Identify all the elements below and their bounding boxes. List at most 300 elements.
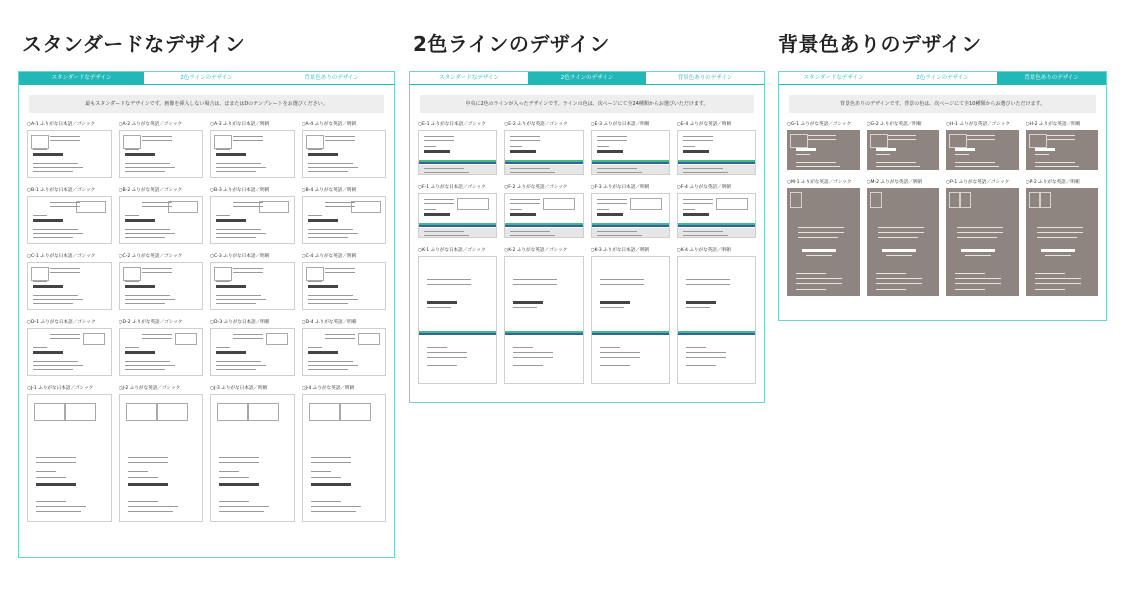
template-label[interactable]: ○E-1 ふりがな日本語／ゴシック [418,122,486,127]
text-line [513,347,533,348]
text-line [424,150,450,153]
tab-two-line[interactable]: 2色ラインのデザイン [144,72,269,85]
business-card-preview[interactable] [27,394,112,522]
text-line [36,477,66,478]
business-card-preview[interactable] [302,130,387,178]
business-card-preview[interactable] [302,196,387,244]
business-card-preview[interactable] [677,130,756,175]
text-line [427,352,467,353]
template-label[interactable]: ○E-4 ふりがな英語／明朝 [676,122,732,127]
template-option[interactable] [119,253,204,310]
text-line [600,357,640,358]
text-line [796,289,826,290]
business-card-preview[interactable] [119,328,204,376]
business-card-preview[interactable] [210,394,295,522]
business-card-preview[interactable] [210,262,295,310]
text-line [308,237,348,238]
template-label[interactable]: ○G-1 ふりがな英語／ゴシック [787,122,852,127]
text-line [36,501,66,502]
text-line [50,140,80,141]
template-option[interactable] [946,179,1019,296]
template-option[interactable] [302,385,387,522]
tab-bar [410,72,764,85]
text-line [308,295,353,296]
text-line [125,281,139,282]
template-option[interactable] [418,247,497,384]
business-card-preview[interactable] [1026,130,1099,170]
text-line [308,347,322,348]
photo-placeholder [306,135,324,149]
business-card-preview[interactable] [787,188,860,296]
template-label[interactable]: ○F-4 ふりがな英語／明朝 [676,185,731,190]
photo-placeholder [358,333,380,345]
text-line [233,272,263,273]
photo-placeholder [214,267,232,281]
tab-background[interactable]: 背景色ありのデザイン [646,72,764,85]
template-label[interactable]: ○E-2 ふりがな英語／ゴシック [504,122,568,127]
section-heading-background: 背景色ありのデザイン [778,32,982,56]
text-line [142,136,172,137]
text-line [600,307,624,308]
text-line [686,301,716,304]
text-line [513,284,557,285]
text-line [33,299,83,300]
business-card-preview[interactable] [591,256,670,384]
template-option[interactable] [504,184,583,238]
template-label[interactable]: ○B-3 ふりがな日本語／明朝 [210,188,270,193]
text-line [33,361,78,362]
text-line [798,232,844,233]
color-line [505,162,582,164]
text-line [683,213,709,216]
photo-placeholder [259,201,289,213]
template-label[interactable]: ○F-1 ふりがな日本語／ゴシック [418,185,486,190]
text-line [216,351,246,354]
template-label[interactable]: ○B-1 ふりがな日本語／ゴシック [27,188,96,193]
text-line [686,284,730,285]
business-card-preview[interactable] [27,130,112,178]
business-card-preview[interactable] [302,328,387,376]
color-line [505,333,582,335]
business-card-preview[interactable] [302,262,387,310]
text-line [683,150,709,153]
text-line [597,213,623,216]
template-label[interactable]: ○J-3 ふりがな日本語／明朝 [210,386,268,391]
text-line [876,166,920,167]
business-card-preview[interactable] [504,130,583,175]
text-line [233,136,263,137]
text-line [219,462,259,463]
text-line [1035,273,1065,274]
text-line [1035,289,1065,290]
panel-description: 最もスタンダードなデザインです。画像を挿入しない場合は、ほまたはDのテンプレートをお選びください。 [29,95,384,113]
text-line [216,163,261,164]
template-label[interactable]: ○H-2 ふりがな英語／明朝 [1025,122,1081,127]
photo-placeholder [306,267,324,281]
text-line [33,153,63,156]
tab-bar [779,72,1106,85]
template-option[interactable] [27,187,112,244]
template-option[interactable] [27,253,112,310]
text-line [600,352,640,353]
text-line [128,457,168,458]
photo-placeholder [870,192,882,208]
text-line [33,365,83,366]
text-line [50,202,80,203]
text-line [683,140,713,141]
text-line [216,229,261,230]
template-label[interactable]: ○D-1 ふりがな日本語／ゴシック [27,320,96,325]
text-line [142,338,172,339]
text-line [33,215,47,216]
photo-placeholder [64,403,96,421]
text-line [308,303,348,304]
business-card-preview[interactable] [27,196,112,244]
text-line [1035,283,1081,284]
business-card-preview[interactable] [418,130,497,175]
text-line [510,199,540,200]
text-line [957,232,1003,233]
text-line [128,511,173,512]
text-line [796,166,840,167]
text-line [597,209,609,210]
template-label[interactable]: ○A-3 ふりがな日本語／明朝 [210,122,270,127]
text-line [325,334,355,335]
text-line [888,135,916,136]
text-line [876,273,906,274]
text-line [1047,139,1075,140]
template-label[interactable]: ○A-4 ふりがな英語／明朝 [301,122,356,127]
template-option[interactable] [302,253,387,310]
template-option[interactable] [27,385,112,522]
photo-placeholder [543,198,575,210]
text-line [308,153,338,156]
template-label[interactable]: ○P-1 ふりがな英語／ゴシック [946,180,1010,185]
text-line [125,233,175,234]
text-line [33,233,83,234]
template-label[interactable]: ○M-2 ふりがな英語／明朝 [866,180,922,185]
business-card-preview[interactable] [119,262,204,310]
template-option[interactable] [210,319,295,376]
template-label[interactable]: ○C-4 ふりがな英語／明朝 [301,254,357,259]
template-label[interactable]: ○F-2 ふりがな英語／ゴシック [504,185,568,190]
business-card-preview[interactable] [867,188,940,296]
template-option[interactable] [591,121,670,175]
text-line [876,148,896,151]
tab-standard[interactable]: スタンダードなデザイン [779,72,888,85]
text-line [1035,154,1049,155]
business-card-preview[interactable] [27,328,112,376]
text-line [50,268,80,269]
text-line [796,148,816,151]
business-card-preview[interactable] [867,130,940,170]
text-line [683,203,713,204]
business-card-preview[interactable] [210,328,295,376]
text-line [33,167,83,168]
text-line [1037,227,1083,228]
business-card-preview[interactable] [504,256,583,384]
tab-standard[interactable]: スタンダードなデザイン [410,72,528,85]
text-line [424,199,454,200]
business-card-preview[interactable] [418,193,497,238]
text-line [513,352,553,353]
template-option[interactable] [787,121,860,170]
text-line [36,483,76,486]
text-line [216,299,266,300]
text-line [796,154,810,155]
template-grid [27,121,386,531]
business-card-preview[interactable] [302,394,387,522]
business-card-preview[interactable] [946,130,1019,170]
text-line [955,166,999,167]
template-label[interactable]: ○P-2 ふりがな英語／明朝 [1025,180,1080,185]
text-line [125,303,165,304]
text-line [325,268,355,269]
text-line [597,146,609,147]
text-line [216,149,230,150]
text-line [128,462,168,463]
text-line [36,457,76,458]
business-card-preview[interactable] [591,130,670,175]
template-label[interactable]: ○H-1 ふりがな英語／ゴシック [946,122,1010,127]
color-line [592,162,669,164]
template-panel-two-line [409,71,765,403]
text-line [427,279,471,280]
text-line [955,154,969,155]
template-label[interactable]: ○C-3 ふりがな日本語／明朝 [210,254,270,259]
text-line [597,203,627,204]
text-line [125,153,155,156]
text-line [967,135,995,136]
template-option[interactable] [946,121,1019,170]
text-line [216,295,261,296]
text-line [600,347,620,348]
template-option[interactable] [591,247,670,384]
text-line [308,233,358,234]
text-line [233,334,263,335]
business-card-preview[interactable] [677,256,756,384]
text-line [125,361,170,362]
photo-placeholder [309,403,341,421]
template-option[interactable] [119,319,204,376]
template-label[interactable]: ○K-4 ふりがな英語／明朝 [676,248,731,253]
template-option[interactable] [302,319,387,376]
text-line [510,235,555,236]
text-line [125,285,155,288]
text-line [50,334,80,335]
business-card-preview[interactable] [787,130,860,170]
text-line [878,237,918,238]
text-line [33,149,47,150]
text-line [427,347,447,348]
text-line [600,301,630,304]
text-line [955,148,975,151]
text-line [50,206,80,207]
template-option[interactable] [119,187,204,244]
text-line [876,289,906,290]
text-line [125,219,155,222]
template-option[interactable] [677,121,756,175]
text-line [1037,232,1083,233]
photo-placeholder [168,201,198,213]
text-line [308,229,353,230]
template-label[interactable]: ○M-1 ふりがな英語／ゴシック [787,180,852,185]
template-option[interactable] [27,319,112,376]
text-line [219,471,239,472]
text-line [876,283,922,284]
template-option[interactable] [1026,121,1099,170]
template-label[interactable]: ○B-4 ふりがな英語／明朝 [301,188,357,193]
text-line [36,471,56,472]
tab-two-line[interactable]: 2色ラインのデザイン [528,72,646,85]
text-line [597,235,642,236]
business-card-preview[interactable] [418,256,497,384]
photo-placeholder [34,403,66,421]
business-card-preview[interactable] [27,262,112,310]
text-line [424,146,436,147]
color-line [419,333,496,335]
template-option[interactable] [504,121,583,175]
template-label[interactable]: ○K-2 ふりがな英語／ゴシック [504,248,568,253]
template-option[interactable] [210,385,295,522]
template-label[interactable]: ○C-1 ふりがな日本語／ゴシック [27,254,96,259]
text-line [878,227,924,228]
text-line [219,483,259,486]
business-card-preview[interactable] [119,130,204,178]
business-card-preview[interactable] [946,188,1019,296]
business-card-preview[interactable] [210,196,295,244]
template-option[interactable] [302,121,387,178]
template-option[interactable] [867,121,940,170]
text-line [686,352,726,353]
template-label[interactable]: ○G-2 ふりがな英語／明朝 [866,122,922,127]
color-line [419,225,496,227]
text-line [125,171,165,172]
photo-placeholder [266,333,288,345]
text-line [798,237,838,238]
text-line [311,457,351,458]
template-option[interactable] [418,184,497,238]
text-line [1035,278,1081,279]
text-line [128,483,168,486]
business-card-preview[interactable] [119,394,204,522]
template-option[interactable] [119,385,204,522]
text-line [597,172,642,173]
template-label[interactable]: ○D-4 ふりがな英語／明朝 [301,320,357,325]
text-line [686,365,716,366]
text-line [955,278,1001,279]
template-option[interactable] [504,247,583,384]
template-label[interactable]: ○J-1 ふりがな日本語／ゴシック [27,386,94,391]
template-label[interactable]: ○C-2 ふりがな英語／ゴシック [118,254,183,259]
business-card-preview[interactable] [119,196,204,244]
template-option[interactable] [677,247,756,384]
text-line [427,301,457,304]
text-line [424,168,464,169]
business-card-preview[interactable] [504,193,583,238]
text-line [325,272,355,273]
template-grid [418,121,756,393]
text-line [510,136,540,137]
template-label[interactable]: ○A-2 ふりがな英語／ゴシック [118,122,183,127]
template-label[interactable]: ○B-2 ふりがな英語／ゴシック [118,188,183,193]
color-line [592,333,669,335]
text-line [125,299,175,300]
business-card-preview[interactable] [677,193,756,238]
text-line [311,483,351,486]
business-card-preview[interactable] [1026,188,1099,296]
template-option[interactable] [210,253,295,310]
text-line [216,233,266,234]
text-line [876,154,890,155]
text-line [308,299,358,300]
template-option[interactable] [867,179,940,296]
text-line [427,365,457,366]
text-line [125,163,170,164]
template-label[interactable]: ○E-3 ふりがな日本語／明朝 [590,122,650,127]
text-line [600,284,644,285]
text-line [36,462,76,463]
template-label[interactable]: ○K-3 ふりがな日本語／明朝 [590,248,650,253]
text-line [142,202,172,203]
template-label[interactable]: ○D-3 ふりがな日本語／明朝 [210,320,270,325]
text-line [36,506,86,507]
template-option[interactable] [210,187,295,244]
template-option[interactable] [418,121,497,175]
text-line [216,361,261,362]
text-line [686,347,706,348]
text-line [308,167,358,168]
text-line [216,171,256,172]
tab-background[interactable]: 背景色ありのデザイン [997,72,1106,85]
template-option[interactable] [787,179,860,296]
text-line [808,139,836,140]
tab-two-line[interactable]: 2色ラインのデザイン [888,72,997,85]
template-label[interactable]: ○D-2 ふりがな英語／ゴシック [118,320,183,325]
template-label[interactable]: ○J-2 ふりがな英語／ゴシック [118,386,181,391]
template-option[interactable] [210,121,295,178]
text-line [510,203,540,204]
text-line [600,279,644,280]
text-line [683,209,695,210]
template-option[interactable] [591,184,670,238]
business-card-preview[interactable] [210,130,295,178]
text-line [424,136,454,137]
template-label[interactable]: ○J-4 ふりがな英語／明朝 [301,386,355,391]
template-label[interactable]: ○K-1 ふりがな日本語／ゴシック [418,248,486,253]
text-line [125,215,139,216]
template-option[interactable] [119,121,204,178]
text-line [50,136,80,137]
template-label[interactable]: ○F-3 ふりがな日本語／明朝 [590,185,650,190]
text-line [216,365,266,366]
business-card-preview[interactable] [591,193,670,238]
tab-bar [19,72,394,85]
template-label[interactable]: ○A-1 ふりがな日本語／ゴシック [27,122,96,127]
template-panel-background [778,71,1107,321]
text-line [878,232,924,233]
tab-background[interactable]: 背景色ありのデザイン [269,72,394,85]
text-line [957,227,1003,228]
template-option[interactable] [302,187,387,244]
text-line [683,172,728,173]
template-option[interactable] [27,121,112,178]
tab-standard[interactable]: スタンダードなデザイン [19,72,144,85]
text-line [325,136,355,137]
template-option[interactable] [677,184,756,238]
text-line [597,199,627,200]
template-option[interactable] [1026,179,1099,296]
